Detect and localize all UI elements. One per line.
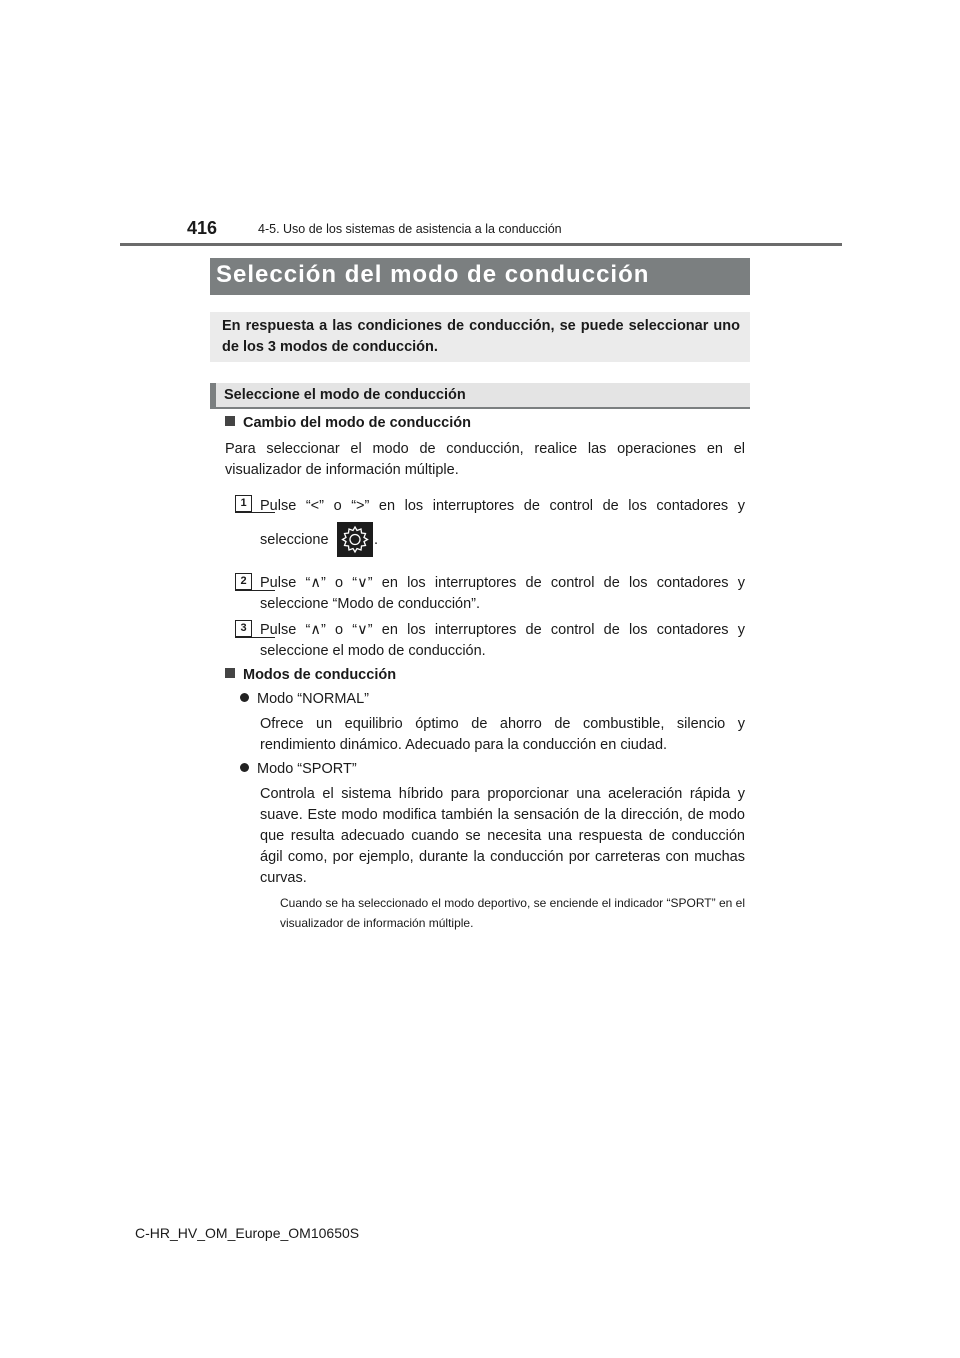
page-title: Selección del modo de conducción: [216, 261, 650, 288]
step-1-period: .: [374, 532, 379, 548]
step-3-text: Pulse “∧” o “∨” en los interruptores de control de los contadores y seleccione el modo de conducción.: [260, 622, 745, 659]
settings-gear-icon: [337, 522, 373, 557]
header-rule: [120, 243, 842, 246]
mode-sport-label: Modo “SPORT”: [240, 759, 357, 780]
change-paragraph: Para seleccionar el modo de conducción, realice las operaciones en el visualizador de información múltiple.: [225, 441, 745, 478]
change-heading: Cambio del modo de conducción: [225, 415, 471, 431]
step-number-1: 1: [235, 495, 252, 512]
subheading-accent: [210, 383, 216, 409]
step-1-text: Pulse “<” o “>” en los interruptores de control de los contadores y: [260, 498, 745, 514]
mode-sport-description: Controla el sistema híbrido para proporcionar una aceleración rápida y suave. Este modo modifica también la sensación de la dirección, de modo que resulta adecuado cuando se necesita una respuesta de conducción ágil como, por ejemplo, durante la conducción por carreteras con muchas curvas.: [260, 786, 745, 886]
mode-normal-label: Modo “NORMAL”: [240, 689, 369, 710]
page-number: 416: [187, 218, 218, 238]
step-number-2: 2: [235, 573, 252, 590]
step-1-select-text: seleccione: [260, 532, 329, 548]
section-header: 4-5. Uso de los sistemas de asistencia a la conducción: [258, 222, 562, 236]
bullet-dot-icon: [240, 763, 249, 772]
step-2-text: Pulse “∧” o “∨” en los interruptores de control de los contadores y seleccione “Modo de conducción”.: [260, 575, 745, 612]
sport-note: Cuando se ha seleccionado el modo deportivo, se enciende el indicador “SPORT” en el visualizador de información múltiple.: [280, 896, 745, 930]
bullet-dot-icon: [240, 693, 249, 702]
intro-text: En respuesta a las condiciones de conducción, se puede seleccionar uno de los 3 modos de conducción.: [222, 318, 740, 355]
subheading: Seleccione el modo de conducción: [224, 387, 466, 403]
footer-doc-id: C-HR_HV_OM_Europe_OM10650S: [135, 1225, 360, 1241]
modes-heading: Modos de conducción: [225, 667, 396, 683]
mode-normal-description: Ofrece un equilibrio óptimo de ahorro de combustible, silencio y rendimiento dinámico. Adecuado para la conducción en ciudad.: [260, 716, 745, 753]
square-bullet-icon: [225, 668, 235, 678]
step-number-3: 3: [235, 620, 252, 637]
square-bullet-icon: [225, 416, 235, 426]
